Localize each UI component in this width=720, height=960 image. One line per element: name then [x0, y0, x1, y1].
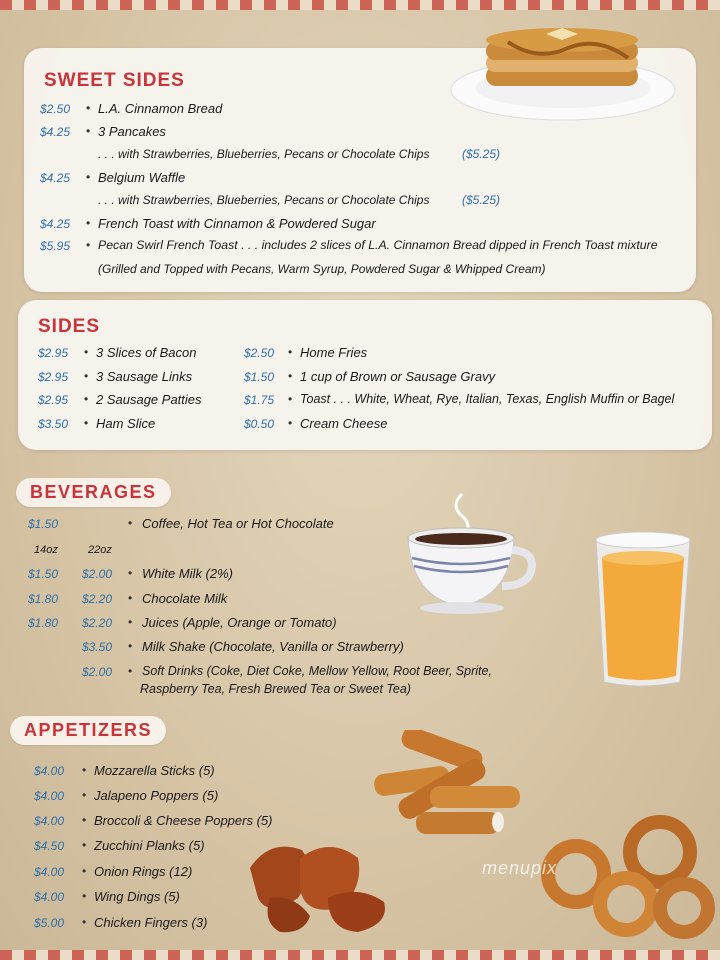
option-price: ($5.25) — [462, 193, 501, 207]
item-price: $4.25 — [40, 217, 71, 231]
bullet: • — [288, 369, 293, 383]
bullet: • — [86, 216, 91, 230]
menu-item-name: 3 Pancakes — [98, 124, 166, 139]
checker-border-bottom — [0, 950, 720, 960]
price-large: $2.20 — [82, 616, 113, 630]
appetizer-name: Onion Rings (12) — [94, 864, 193, 879]
appetizer-name: Mozzarella Sticks (5) — [94, 763, 215, 778]
item-price: $2.50 — [40, 102, 71, 116]
bullet: • — [82, 915, 87, 929]
appetizer-name: Wing Dings (5) — [94, 889, 180, 904]
price-large: $2.00 — [82, 665, 113, 679]
appetizer-name: Chicken Fingers (3) — [94, 915, 208, 930]
appetizer-name: Jalapeno Poppers (5) — [94, 788, 219, 803]
menu-item-name: 1 cup of Brown or Sausage Gravy — [300, 369, 496, 384]
bullet: • — [82, 763, 87, 777]
item-price: $4.00 — [34, 814, 65, 828]
bullet: • — [82, 864, 87, 878]
bullet: • — [86, 238, 91, 252]
soft-drinks-continued: Raspberry Tea, Fresh Brewed Tea or Sweet Tea) — [140, 682, 411, 696]
option-price: ($5.25) — [462, 147, 501, 161]
coffee-cup-image — [402, 488, 542, 618]
bullet: • — [82, 889, 87, 903]
price-large: $2.00 — [82, 567, 113, 581]
item-price: $1.75 — [244, 393, 275, 407]
menupix-watermark: menupix — [482, 858, 558, 878]
bullet: • — [86, 101, 91, 115]
price-small: $1.50 — [28, 517, 59, 531]
size-14oz-label: 14oz — [34, 544, 58, 556]
item-price: $4.00 — [34, 890, 65, 904]
bullet: • — [84, 345, 89, 359]
orange-juice-image — [590, 526, 698, 690]
item-price: $5.95 — [40, 239, 71, 253]
bullet: • — [288, 392, 293, 406]
beverage-name: Milk Shake (Chocolate, Vanilla or Strawberry) — [142, 639, 404, 654]
menu-item-name: 3 Sausage Links — [96, 369, 193, 384]
bullet: • — [84, 369, 89, 383]
item-price: $2.95 — [38, 393, 69, 407]
item-price: $3.50 — [38, 417, 69, 431]
sides-title: SIDES — [38, 316, 101, 337]
menu-item-name: Ham Slice — [96, 416, 156, 431]
appetizers-title: APPETIZERS — [10, 716, 166, 745]
menu-item-name: Home Fries — [300, 345, 368, 360]
chicken-wings-image — [240, 828, 410, 938]
item-option-text: . . . with Strawberries, Blueberries, Pecans or Chocolate Chips — [98, 147, 430, 161]
appetizer-name: Zucchini Planks (5) — [94, 838, 205, 853]
bullet: • — [86, 124, 91, 138]
price-large: $2.20 — [82, 592, 113, 606]
beverage-name: White Milk (2%) — [142, 566, 234, 581]
bullet: • — [128, 566, 133, 580]
menu-item-name: Belgium Waffle — [98, 170, 186, 185]
price-small: $1.50 — [28, 567, 59, 581]
mozzarella-sticks-image — [370, 730, 530, 840]
bullet: • — [288, 345, 293, 359]
bullet: • — [82, 838, 87, 852]
menu-item-name: French Toast with Cinnamon & Powdered Sugar — [98, 216, 376, 231]
bullet: • — [84, 392, 89, 406]
menu-item-name: Pecan Swirl French Toast . . . includes 2 slices of L.A. Cinnamon Bread dipped in French Toast mixture — [98, 238, 658, 252]
item-price: $4.25 — [40, 125, 71, 139]
menu-item-name: L.A. Cinnamon Bread — [98, 101, 223, 116]
onion-rings-image — [530, 808, 720, 942]
price-large: $3.50 — [82, 640, 113, 654]
size-22oz-label: 22oz — [88, 544, 112, 556]
bullet: • — [128, 591, 133, 605]
bullet: • — [128, 615, 133, 629]
beverage-name: Chocolate Milk — [142, 591, 228, 606]
item-price: $2.95 — [38, 370, 69, 384]
beverage-name: Juices (Apple, Orange or Tomato) — [142, 615, 337, 630]
bullet: • — [84, 416, 89, 430]
item-price: $5.00 — [34, 916, 65, 930]
item-price: $4.50 — [34, 839, 65, 853]
item-price: $4.25 — [40, 171, 71, 185]
pancakes-image — [448, 22, 678, 122]
appetizer-name: Broccoli & Cheese Poppers (5) — [94, 813, 273, 828]
item-price: $4.00 — [34, 865, 65, 879]
beverage-name: Coffee, Hot Tea or Hot Chocolate — [142, 516, 334, 531]
bullet: • — [86, 170, 91, 184]
bullet: • — [82, 813, 87, 827]
beverage-name: Soft Drinks (Coke, Diet Coke, Mellow Yellow, Root Beer, Sprite, — [142, 664, 492, 678]
item-price: $0.50 — [244, 417, 275, 431]
sweet-sides-title: SWEET SIDES — [44, 70, 185, 91]
price-small: $1.80 — [28, 592, 59, 606]
item-option-text: (Grilled and Topped with Pecans, Warm Syrup, Powdered Sugar & Whipped Cream) — [98, 262, 546, 276]
menu-item-name: Toast . . . White, Wheat, Rye, Italian, Texas, English Muffin or Bagel — [300, 392, 675, 406]
item-price: $4.00 — [34, 789, 65, 803]
checker-border-top — [0, 0, 720, 10]
item-price: $1.50 — [244, 370, 275, 384]
menu-item-name: 3 Slices of Bacon — [96, 345, 197, 360]
bullet: • — [128, 639, 133, 653]
item-price: $2.50 — [244, 346, 275, 360]
bullet: • — [128, 664, 133, 678]
bullet: • — [288, 416, 293, 430]
item-price: $4.00 — [34, 764, 65, 778]
bullet: • — [82, 788, 87, 802]
menu-item-name: 2 Sausage Patties — [96, 392, 202, 407]
item-option-text: . . . with Strawberries, Blueberries, Pecans or Chocolate Chips — [98, 193, 430, 207]
bullet: • — [128, 516, 133, 530]
price-small: $1.80 — [28, 616, 59, 630]
beverages-title: BEVERAGES — [16, 478, 171, 507]
menu-item-name: Cream Cheese — [300, 416, 388, 431]
item-price: $2.95 — [38, 346, 69, 360]
